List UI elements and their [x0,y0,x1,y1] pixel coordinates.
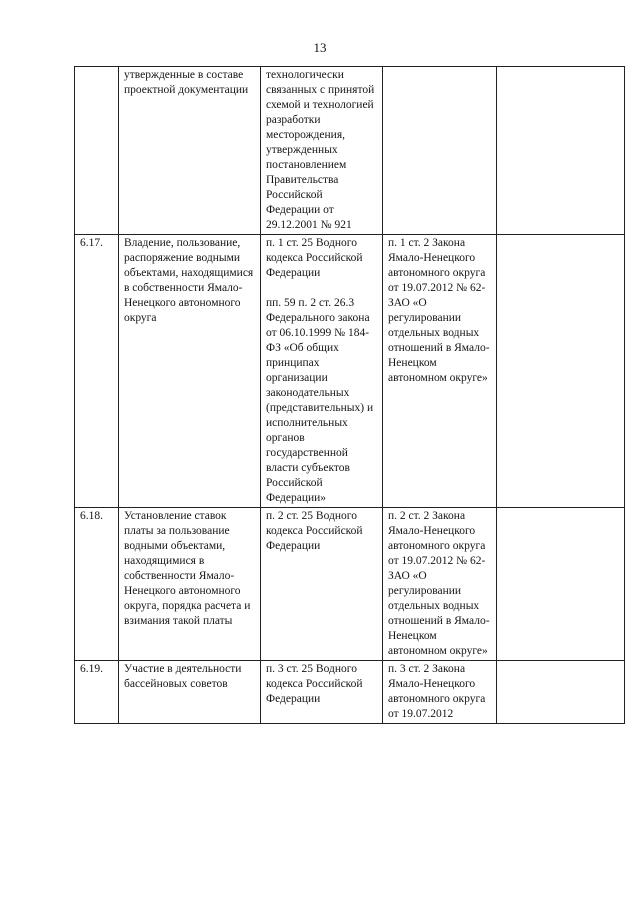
table-row [75,67,625,235]
regional-legal-basis: п. 1 ст. 2 Закона Ямало-Ненецкого автономного округа от 19.07.2012 № 62-ЗАО «О регулировании отдельных водных отношений в Ямало-Ненецком автономном округе» [383,235,497,508]
extra-column [497,67,625,235]
authority-description: утвержденные в составе проектной документации [119,67,261,235]
extra-column [497,661,625,724]
federal-basis-text: п. 1 ст. 25 Водного кодекса Российской Федерации [266,237,363,279]
table-row [75,508,625,661]
table-row [75,235,625,508]
row-number [75,67,119,235]
page-number: 13 [313,40,327,55]
federal-basis-text: п. 3 ст. 25 Водного кодекса Российской Федерации [266,663,363,705]
row-number: 6.18. [75,508,119,661]
row-number: 6.17. [75,235,119,508]
row-number: 6.19. [75,661,119,724]
federal-legal-basis [261,235,383,508]
regional-legal-basis [383,67,497,235]
authority-description: Владение, пользование, распоряжение водными объектами, находящимися в собственности Ямало-Ненецкого автономного округа [119,235,261,508]
federal-legal-basis [261,661,383,724]
extra-column [497,508,625,661]
paragraph-gap [266,281,378,296]
federal-basis-text: технологически связанных с принятой схемой и технологией разработки месторождения, утвержденных постановлением Правительства Российской Федерации от 29.12.2001 № 921 [266,69,375,231]
extra-column [497,235,625,508]
federal-basis-text: пп. 59 п. 2 ст. 26.3 Федерального закона от 06.10.1999 № 184-ФЗ «Об общих принципах организации законодательных (представительных) и исполнительных органов государственной власти субъектов Российской Федерации» [266,297,374,504]
federal-legal-basis [261,508,383,661]
authority-description: Участие в деятельности бассейновых советов [119,661,261,724]
regional-legal-basis: п. 2 ст. 2 Закона Ямало-Ненецкого автономного округа от 19.07.2012 № 62-ЗАО «О регулировании отдельных водных отношений в Ямало-Ненецком автономном округе» [383,508,497,661]
federal-basis-text: п. 2 ст. 25 Водного кодекса Российской Федерации [266,510,363,552]
authority-table [74,66,625,724]
federal-legal-basis [261,67,383,235]
table-row [75,661,625,724]
regional-legal-basis: п. 3 ст. 2 Закона Ямало-Ненецкого автономного округа от 19.07.2012 [383,661,497,724]
authority-description: Установление ставок платы за пользование водными объектами, находящимися в собственности Ямало-Ненецкого автономного округа, порядка расчета и взимания такой платы [119,508,261,661]
